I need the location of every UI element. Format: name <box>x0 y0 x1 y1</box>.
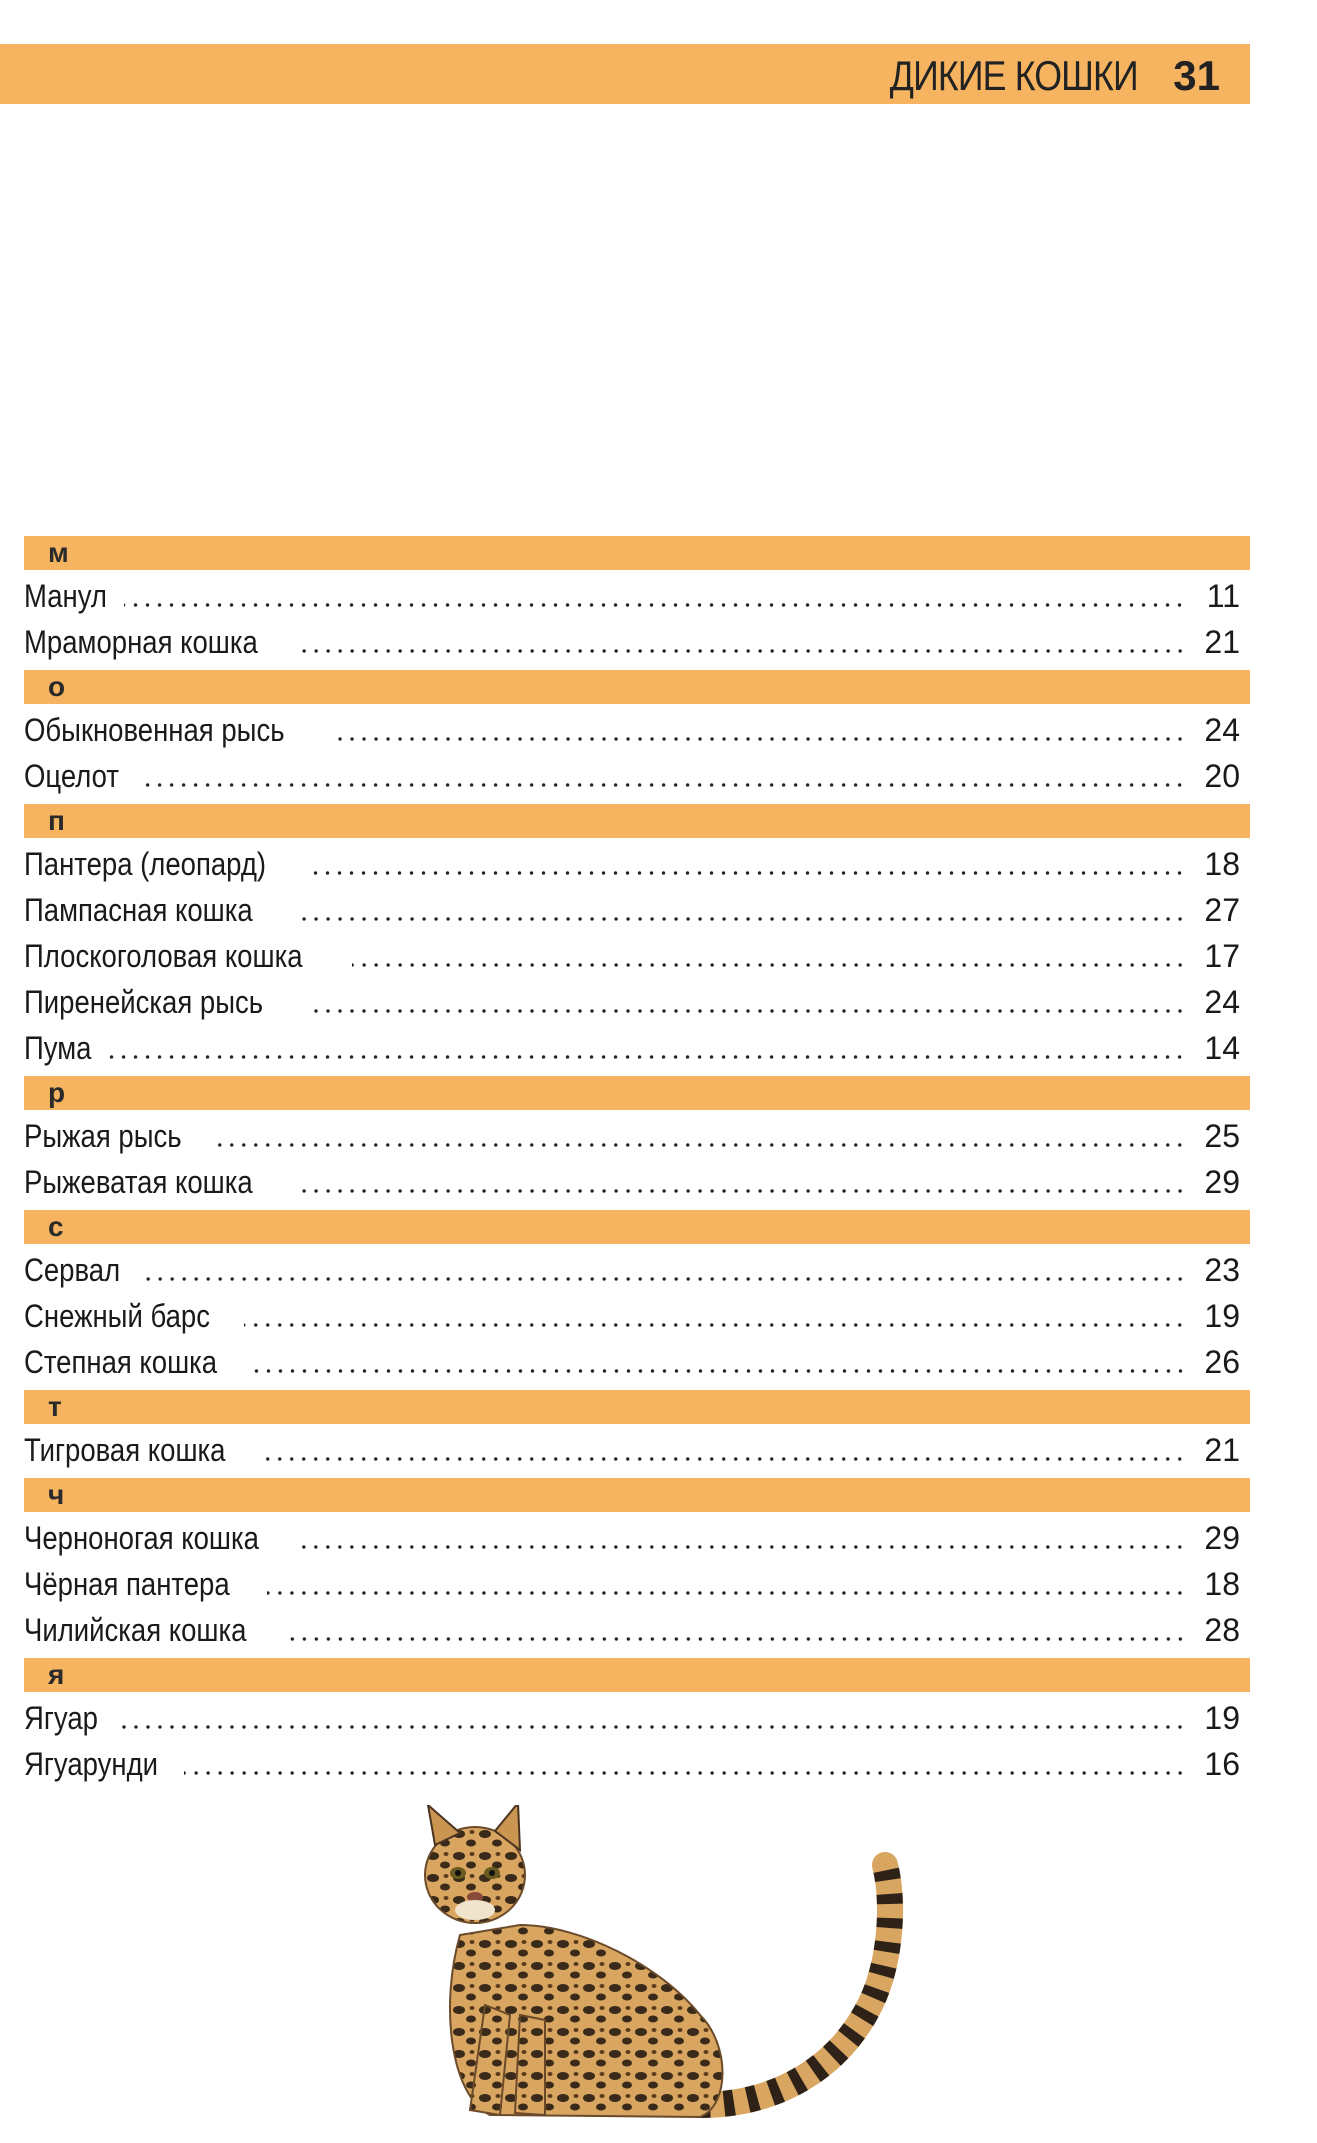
index-entry <box>24 1604 1250 1650</box>
entry-name: Ягуар <box>24 1700 98 1736</box>
entry-page-number: 19 <box>1204 1298 1240 1334</box>
index-entry <box>24 570 1250 616</box>
index-entry <box>24 1110 1250 1156</box>
entry-name: Черноногая кошка <box>24 1520 259 1556</box>
index-letter-heading: п <box>24 804 1250 838</box>
entry-page-number: 18 <box>1204 1566 1240 1602</box>
alphabetical-index <box>24 528 1250 1784</box>
dot-leader <box>106 1055 1186 1059</box>
dot-leader <box>294 917 1186 921</box>
entry-name: Степная кошка <box>24 1344 218 1380</box>
index-letter-heading: т <box>24 1390 1250 1424</box>
index-entry <box>24 616 1250 662</box>
index-entry <box>24 930 1250 976</box>
entry-page-number: 25 <box>1204 1118 1240 1154</box>
index-letter-heading: я <box>24 1658 1250 1692</box>
running-header <box>0 44 1250 104</box>
dot-leader <box>294 1189 1186 1193</box>
entry-name: Пиренейская рысь <box>24 984 264 1020</box>
index-entry <box>24 838 1250 884</box>
index-entry <box>24 976 1250 1022</box>
index-entry <box>24 1692 1250 1738</box>
entry-name: Снежный барс <box>24 1298 210 1334</box>
entry-page-number: 14 <box>1204 1030 1240 1066</box>
index-entry <box>24 1290 1250 1336</box>
index-entry <box>24 1336 1250 1382</box>
entry-name: Пума <box>24 1030 92 1066</box>
entry-name: Ягуарунди <box>24 1746 159 1782</box>
index-entry <box>24 884 1250 930</box>
entry-page-number: 28 <box>1204 1612 1240 1648</box>
dot-leader <box>352 963 1186 967</box>
entry-name: Рыжая рысь <box>24 1118 182 1154</box>
entry-page-number: 18 <box>1204 846 1240 882</box>
entry-page-number: 21 <box>1204 1432 1240 1468</box>
dot-leader <box>331 737 1186 741</box>
index-entry <box>24 1424 1250 1470</box>
entry-page-number: 26 <box>1204 1344 1240 1380</box>
entry-name: Обыкновенная рысь <box>24 712 285 748</box>
index-entry <box>24 750 1250 796</box>
index-entry <box>24 1244 1250 1290</box>
index-letter-heading: р <box>24 1076 1250 1110</box>
index-entry <box>24 1512 1250 1558</box>
entry-name: Тигровая кошка <box>24 1432 226 1468</box>
page-number: 31 <box>1173 52 1220 99</box>
entry-name: Сервал <box>24 1252 121 1288</box>
entry-name: Чилийская кошка <box>24 1612 247 1648</box>
dot-leader <box>140 1277 1186 1281</box>
entry-page-number: 20 <box>1204 758 1240 794</box>
entry-name: Оцелот <box>24 758 119 794</box>
dot-leader <box>244 1323 1186 1327</box>
header-title: ДИКИЕ КОШКИ <box>889 52 1138 99</box>
dot-leader <box>300 649 1186 653</box>
dot-leader <box>184 1771 1186 1775</box>
dot-leader <box>301 1545 1186 1549</box>
index-entry <box>24 1022 1250 1068</box>
dot-leader <box>262 1457 1186 1461</box>
entry-name: Пампасная кошка <box>24 892 253 928</box>
entry-page-number: 29 <box>1204 1520 1240 1556</box>
entry-page-number: 24 <box>1204 984 1240 1020</box>
index-letter-heading: ч <box>24 1478 1250 1512</box>
spotted-wild-cat-illustration <box>400 1805 960 2135</box>
index-entry <box>24 1558 1250 1604</box>
dot-leader <box>306 1009 1186 1013</box>
entry-page-number: 16 <box>1204 1746 1240 1782</box>
entry-name: Пантера (леопард) <box>24 846 267 882</box>
dot-leader <box>287 1637 1186 1641</box>
dot-leader <box>124 603 1186 607</box>
dot-leader <box>253 1369 1186 1373</box>
entry-page-number: 23 <box>1204 1252 1240 1288</box>
entry-page-number: 24 <box>1204 712 1240 748</box>
dot-leader <box>211 1143 1186 1147</box>
dot-leader <box>267 1591 1186 1595</box>
index-entry <box>24 704 1250 750</box>
entry-page-number: 11 <box>1206 578 1240 614</box>
entry-page-number: 21 <box>1204 624 1240 660</box>
index-letter-heading: м <box>24 536 1250 570</box>
entry-name: Мраморная кошка <box>24 624 258 660</box>
index-entry <box>24 1738 1250 1784</box>
entry-name: Чёрная пантера <box>24 1566 230 1602</box>
entry-page-number: 27 <box>1204 892 1240 928</box>
index-entry <box>24 1156 1250 1202</box>
index-letter-heading: о <box>24 670 1250 704</box>
entry-page-number: 19 <box>1204 1700 1240 1736</box>
index-letter-heading: с <box>24 1210 1250 1244</box>
entry-page-number: 17 <box>1204 938 1240 974</box>
dot-leader <box>138 783 1186 787</box>
dot-leader <box>114 1725 1186 1729</box>
entry-name: Плоскоголовая кошка <box>24 938 303 974</box>
entry-name: Рыжеватая кошка <box>24 1164 253 1200</box>
entry-name: Манул <box>24 578 107 614</box>
dot-leader <box>309 871 1186 875</box>
entry-page-number: 29 <box>1204 1164 1240 1200</box>
